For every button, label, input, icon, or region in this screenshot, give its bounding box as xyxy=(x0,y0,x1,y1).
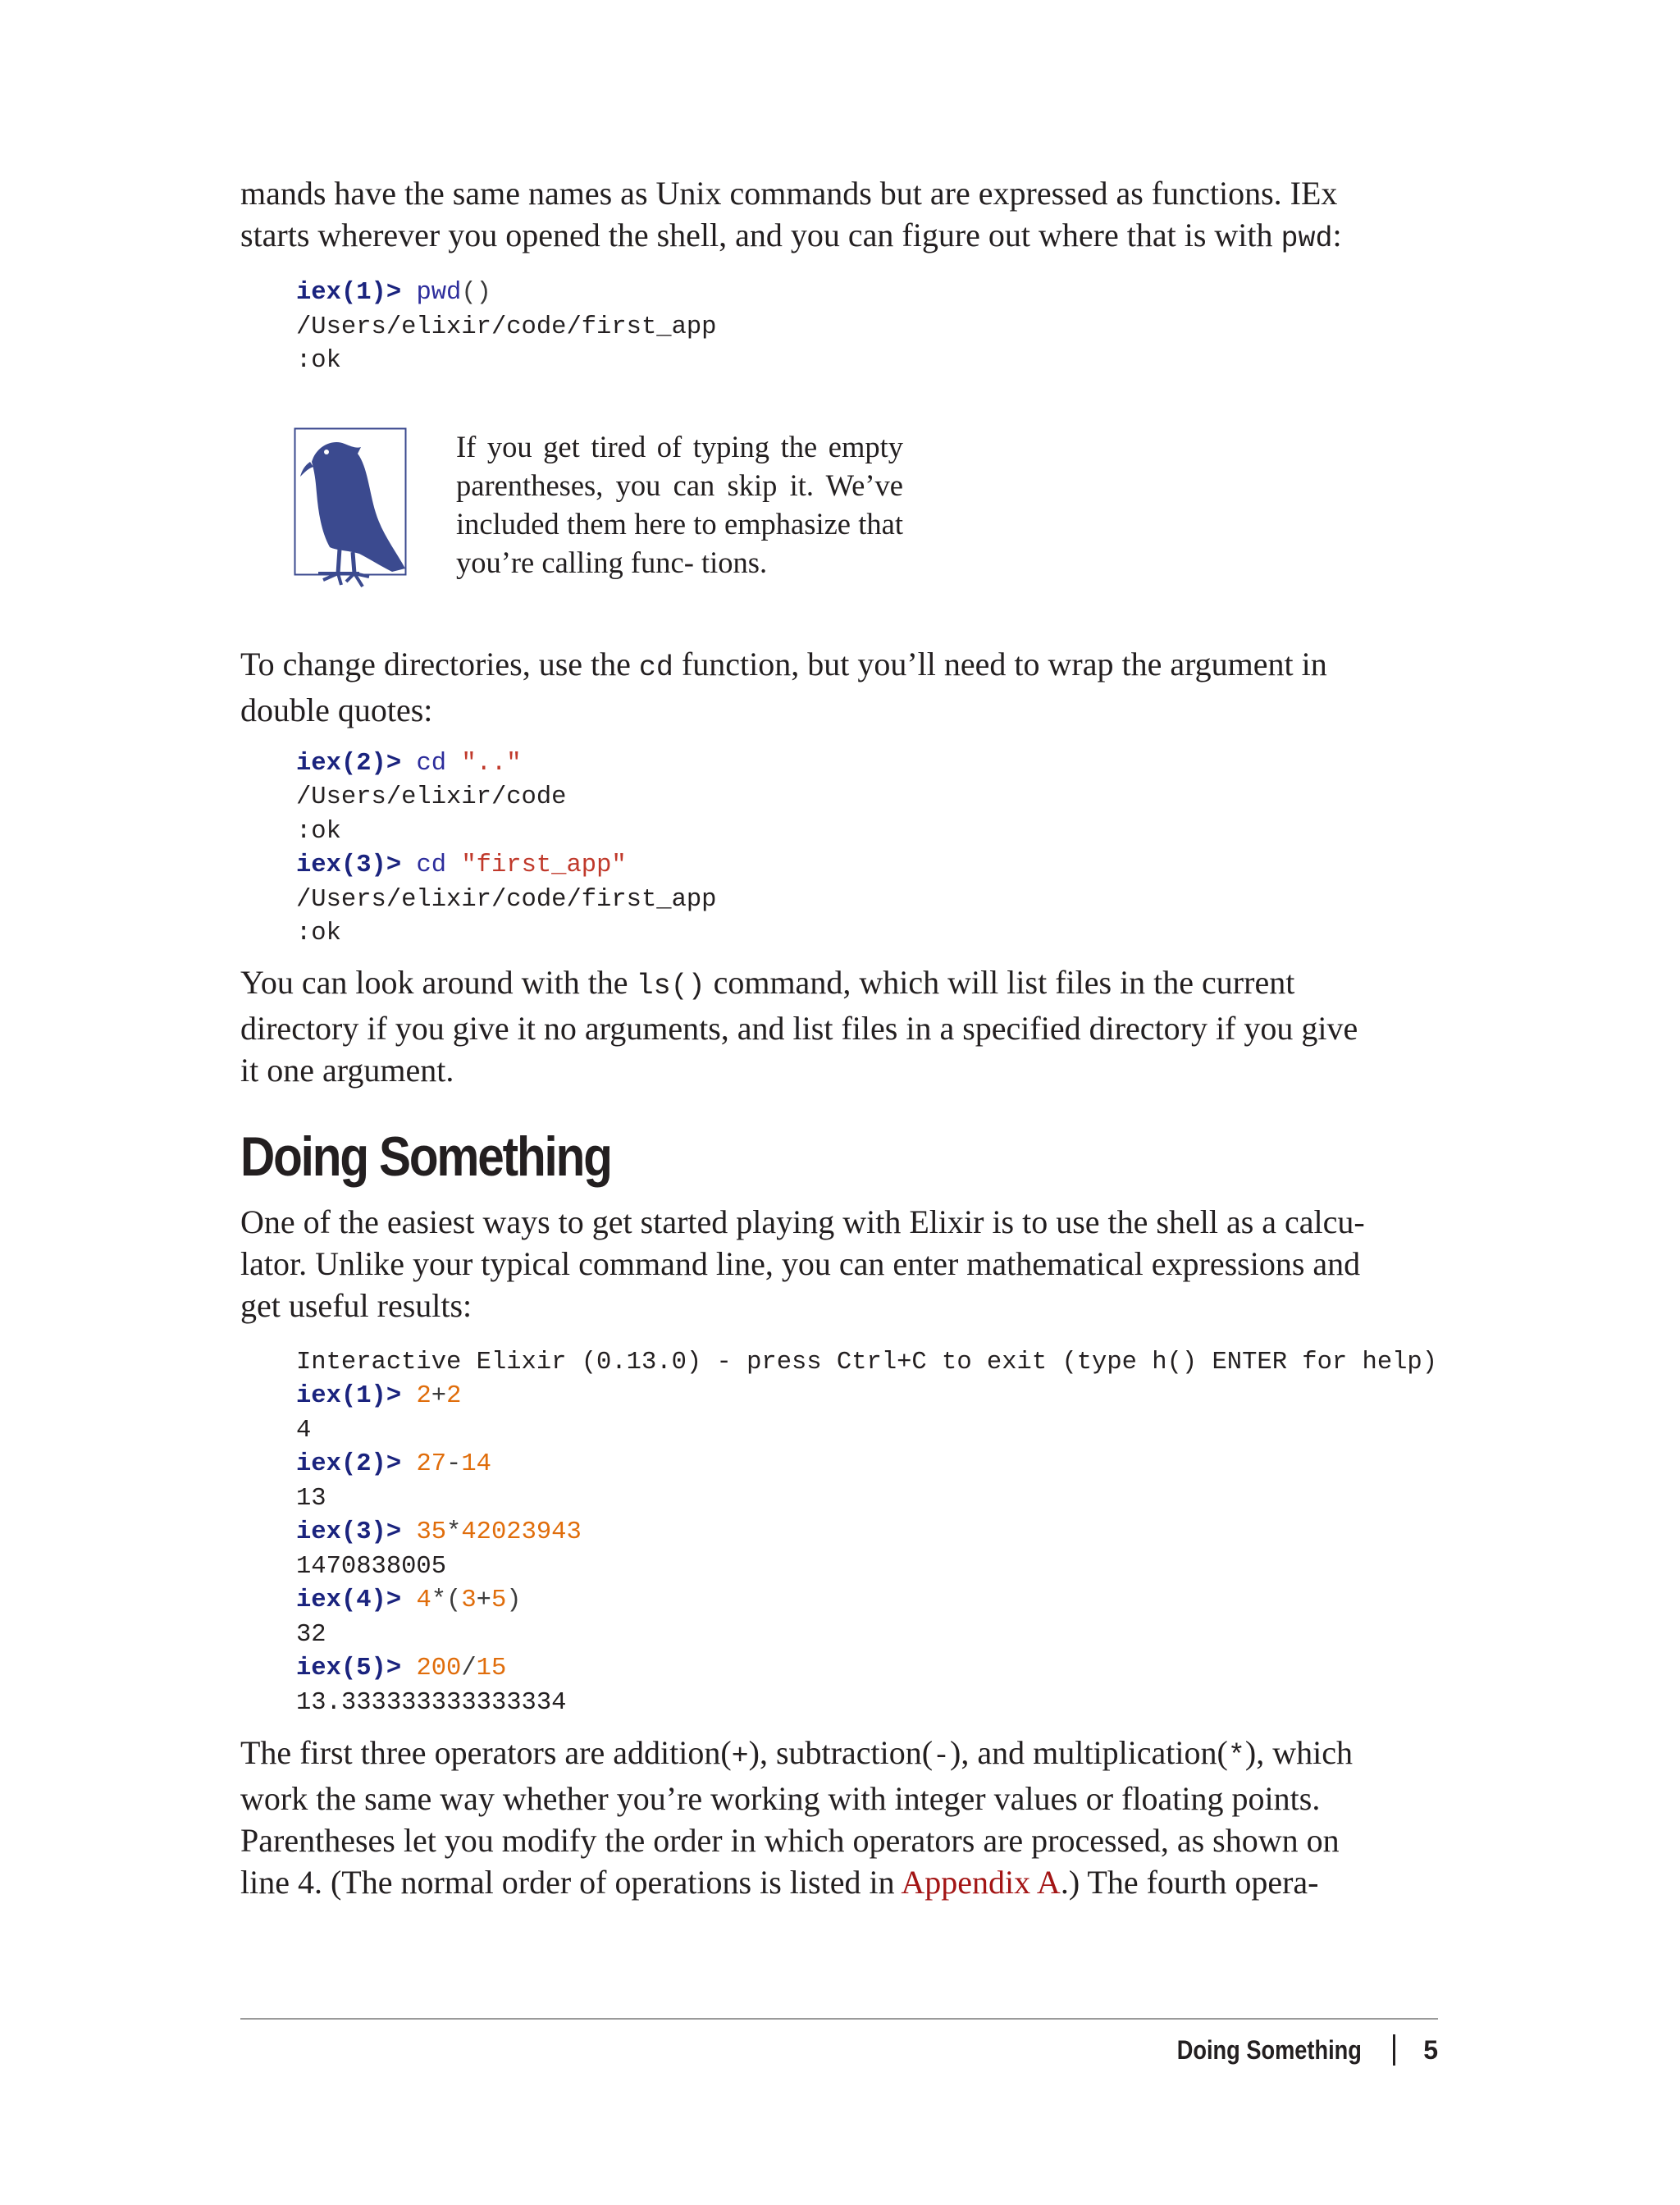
footer-separator xyxy=(1393,2034,1395,2066)
text: One of the easiest ways to get started playing with Elixir is to use the shell as a calcu- xyxy=(240,1203,1365,1240)
page-number: 5 xyxy=(1423,2034,1438,2065)
number: 200 xyxy=(416,1655,462,1682)
page-footer xyxy=(1144,2029,1438,2070)
prompt: iex(3)> xyxy=(296,1518,402,1546)
text: ), which xyxy=(1244,1734,1353,1771)
footer-divider xyxy=(240,2018,1438,2020)
number: 2 xyxy=(416,1382,431,1410)
output-line: 13 xyxy=(296,1484,326,1513)
inline-code: * xyxy=(1227,1740,1245,1773)
text: Parentheses let you modify the order in which operators are processed, as shown on xyxy=(240,1822,1340,1859)
operator: * xyxy=(446,1518,462,1546)
paragraph-intro xyxy=(240,172,1438,260)
output-line: 32 xyxy=(296,1620,326,1649)
page-body xyxy=(240,172,1438,1903)
number: 5 xyxy=(491,1586,507,1614)
number: 4 xyxy=(416,1586,431,1614)
section-heading: Doing Something xyxy=(240,1125,611,1188)
number: 42023943 xyxy=(461,1518,582,1546)
output-line: 4 xyxy=(296,1416,312,1445)
operator: + xyxy=(431,1382,447,1410)
operator: - xyxy=(446,1450,462,1478)
number: 35 xyxy=(416,1518,447,1546)
inline-code: pwd xyxy=(1281,222,1333,255)
prompt: iex(2)> xyxy=(296,1450,402,1478)
note-text xyxy=(456,427,903,582)
inline-code: + xyxy=(731,1740,749,1773)
text: starts wherever you opened the shell, and you can figure out where that is with xyxy=(240,217,1281,253)
number: 14 xyxy=(461,1450,491,1478)
output-line: /Users/elixir/code xyxy=(296,783,567,811)
inline-code: ls() xyxy=(636,969,705,1002)
text: You can look around with the xyxy=(240,963,637,1001)
number: 2 xyxy=(446,1382,462,1410)
inline-code: cd xyxy=(638,651,673,684)
prompt: iex(4)> xyxy=(296,1586,402,1614)
code-block-cd xyxy=(296,747,1438,952)
function-name: cd xyxy=(416,851,447,879)
output-line: 13.333333333333334 xyxy=(296,1688,567,1717)
string-literal: "first_app" xyxy=(461,851,627,879)
text: lator. Unlike your typical command line, you can enter mathematical expressions and xyxy=(240,1244,1361,1282)
number: 27 xyxy=(416,1450,447,1478)
operator: + xyxy=(476,1586,491,1614)
parens: () xyxy=(461,279,491,307)
text: double quotes: xyxy=(240,691,433,728)
crow-icon xyxy=(294,427,409,594)
text: To change directories, use the xyxy=(240,645,639,682)
output-line: /Users/elixir/code/first_app xyxy=(296,885,717,914)
paragraph-operators xyxy=(240,1732,1438,1903)
note-callout xyxy=(240,427,1438,594)
text: The first three operators are addition( xyxy=(240,1734,732,1771)
text: function, but you’ll need to wrap the argument in xyxy=(673,645,1327,682)
text: .) The fourth opera- xyxy=(1060,1864,1319,1901)
text: tions. xyxy=(701,545,768,579)
prompt: iex(5)> xyxy=(296,1655,402,1682)
appendix-a-link[interactable]: Appendix A xyxy=(901,1864,1061,1901)
code-block-math xyxy=(296,1346,1438,1721)
operator: *( xyxy=(431,1586,462,1614)
text: ), subtraction( xyxy=(748,1734,934,1771)
text: directory if you give it no arguments, and list files in a specified directory if you give xyxy=(240,1009,1358,1047)
function-name: pwd xyxy=(416,279,462,307)
text: mands have the same names as Unix commands but are expressed as functions. IEx xyxy=(240,175,1338,212)
text: work the same way whether you’re working with integer values or floating points. xyxy=(240,1780,1321,1817)
text: line 4. (The normal order of operations is listed in xyxy=(240,1864,902,1901)
operator: ) xyxy=(506,1586,522,1614)
string-literal: ".." xyxy=(461,749,522,778)
text: get useful results: xyxy=(240,1286,472,1324)
prompt: iex(1)> xyxy=(296,279,402,307)
code-block-pwd xyxy=(296,276,1438,379)
prompt: iex(3)> xyxy=(296,851,402,879)
number: 15 xyxy=(476,1655,507,1682)
text: If you get tired of typing the empty parentheses, you can skip it. xyxy=(456,429,903,502)
banner-line: Interactive Elixir (0.13.0) - press Ctrl+C to exit (type h() ENTER for help) xyxy=(296,1348,1438,1376)
output-line: :ok xyxy=(296,920,341,947)
output-line: /Users/elixir/code/first_app xyxy=(296,313,717,341)
text: command, which will list files in the current xyxy=(705,963,1295,1001)
prompt: iex(2)> xyxy=(296,749,402,778)
text: : xyxy=(1332,217,1342,253)
function-name: cd xyxy=(416,749,447,778)
inline-code: - xyxy=(933,1740,951,1773)
prompt: iex(1)> xyxy=(296,1382,402,1410)
text: We’ve included them here to emphasize that you’re calling func- xyxy=(456,468,903,579)
output-line: :ok xyxy=(296,817,341,846)
output-line: :ok xyxy=(296,347,341,375)
output-line: 1470838005 xyxy=(296,1552,447,1581)
number: 3 xyxy=(461,1586,477,1614)
text: ), and multiplication( xyxy=(950,1734,1228,1771)
operator: / xyxy=(461,1655,477,1682)
paragraph-ls xyxy=(240,961,1438,1091)
paragraph-cd xyxy=(240,643,1438,731)
paragraph-calculator xyxy=(240,1201,1438,1326)
text: it one argument. xyxy=(240,1051,454,1089)
running-footer-title: Doing Something xyxy=(1177,2034,1363,2065)
